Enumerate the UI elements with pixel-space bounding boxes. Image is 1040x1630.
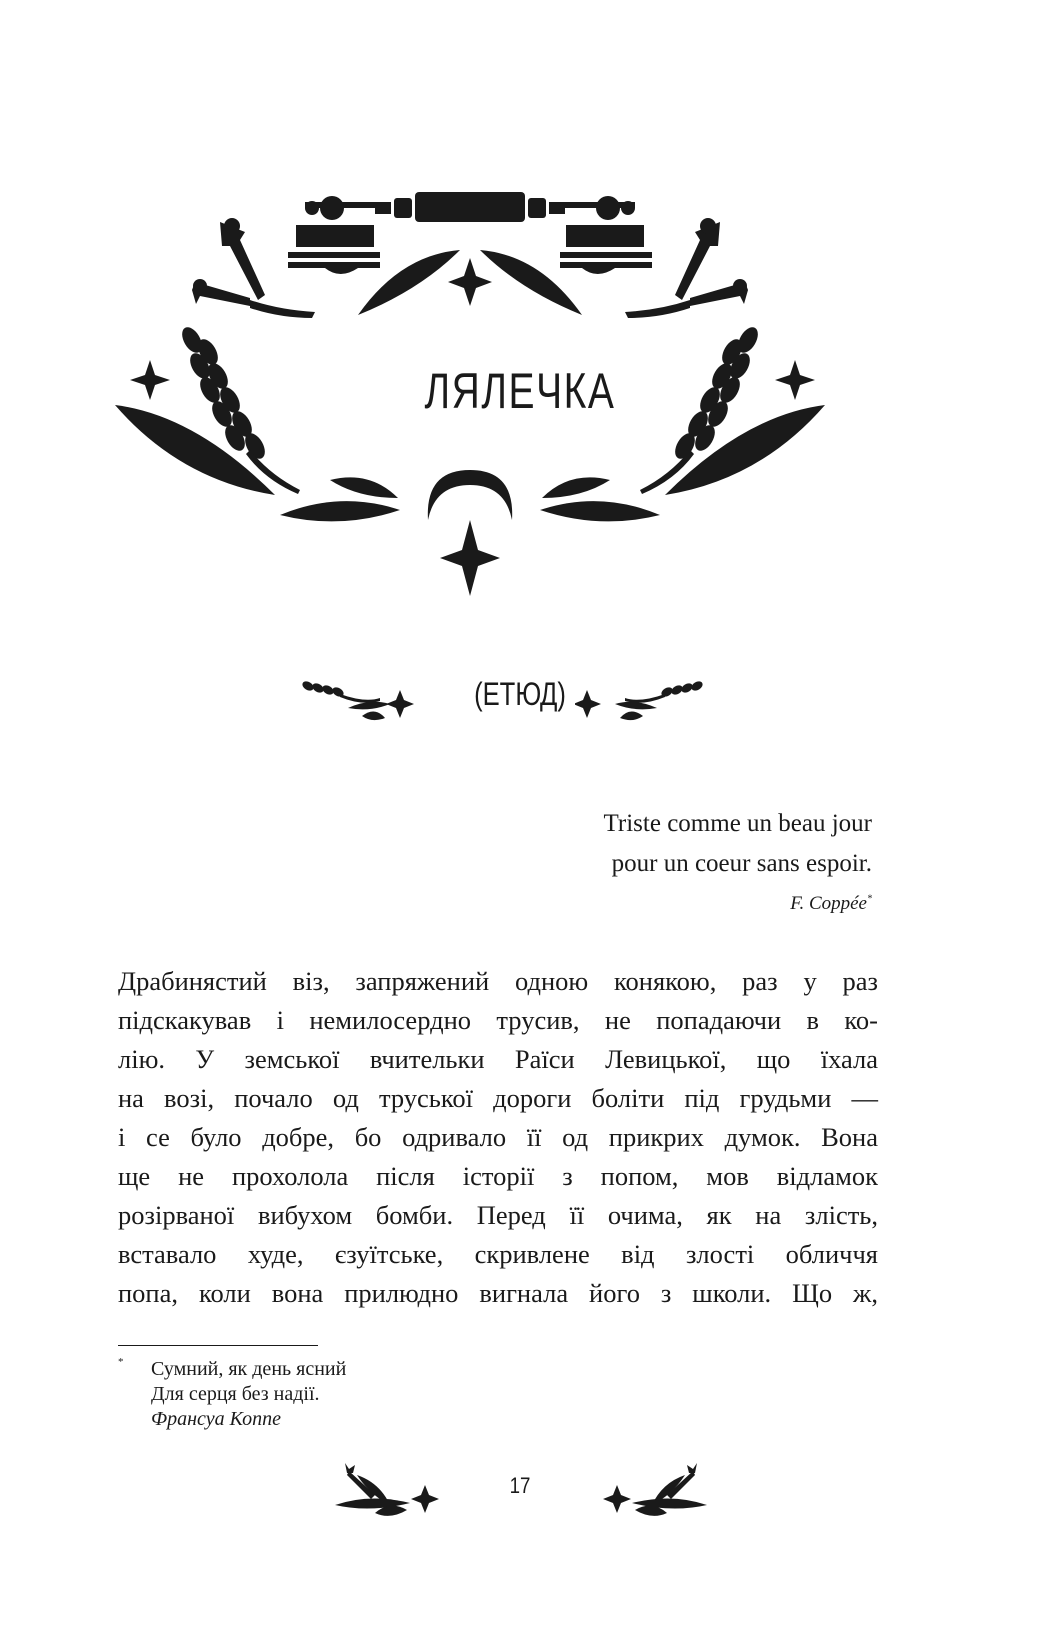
- body-line: ще не прохолола після історії з попом, мов відламок: [118, 1161, 878, 1191]
- footnote-reference: *: [867, 893, 872, 905]
- top-star: [448, 258, 492, 306]
- footnote-divider: [118, 1345, 318, 1346]
- epigraph-line: Triste comme un beau jour: [603, 810, 872, 837]
- epigraph: [604, 804, 872, 884]
- page-ornament-right: [587, 1455, 707, 1525]
- chapter-subtitle: (ЕТЮД): [474, 676, 566, 712]
- footnote-line: Сумний, як день ясний: [151, 1358, 347, 1380]
- page-number-row: [0, 1455, 1040, 1525]
- epigraph-author-name: F. Coppée: [790, 893, 867, 914]
- body-line: лію. У земської вчительки Раїси Левицької, що їхала: [118, 1044, 878, 1074]
- epigraph-line: pour un coeur sans espoir.: [611, 850, 872, 877]
- epigraph-author: [790, 893, 872, 915]
- chapter-title: ЛЯЛЕЧКА: [424, 363, 616, 419]
- body-line: підскакував і немилосердно трусив, не попадаючи в ко-: [118, 1005, 878, 1035]
- body-line: попа, коли вона прилюдно вигнала його з школи. Що ж,: [118, 1278, 878, 1308]
- footnote-line: Для серця без надії.: [151, 1383, 320, 1405]
- body-line: вставало худе, єзуїтське, скривлене від злості обличчя: [118, 1239, 878, 1269]
- body-line: Драбинястий віз, запряжений одною конякою, раз у раз: [118, 966, 878, 996]
- subtitle-ornament-right: [575, 668, 705, 728]
- body-line: і се було добре, бо одривало її од прикрих думок. Вона: [118, 1122, 878, 1152]
- page-number: 17: [509, 1473, 531, 1498]
- body-text: [118, 962, 878, 1313]
- subtitle-row: [0, 668, 1040, 728]
- footnote-author: Франсуа Коппе: [151, 1408, 282, 1430]
- footnote: [151, 1357, 346, 1432]
- footnote-mark: *: [118, 1356, 124, 1368]
- body-line: на возі, почало од труської дороги боліти під грудьми —: [118, 1083, 878, 1113]
- crescent: [428, 470, 512, 520]
- bottom-star: [440, 520, 500, 596]
- body-line: розірваної вибухом бомби. Перед її очима, як на злість,: [118, 1200, 878, 1230]
